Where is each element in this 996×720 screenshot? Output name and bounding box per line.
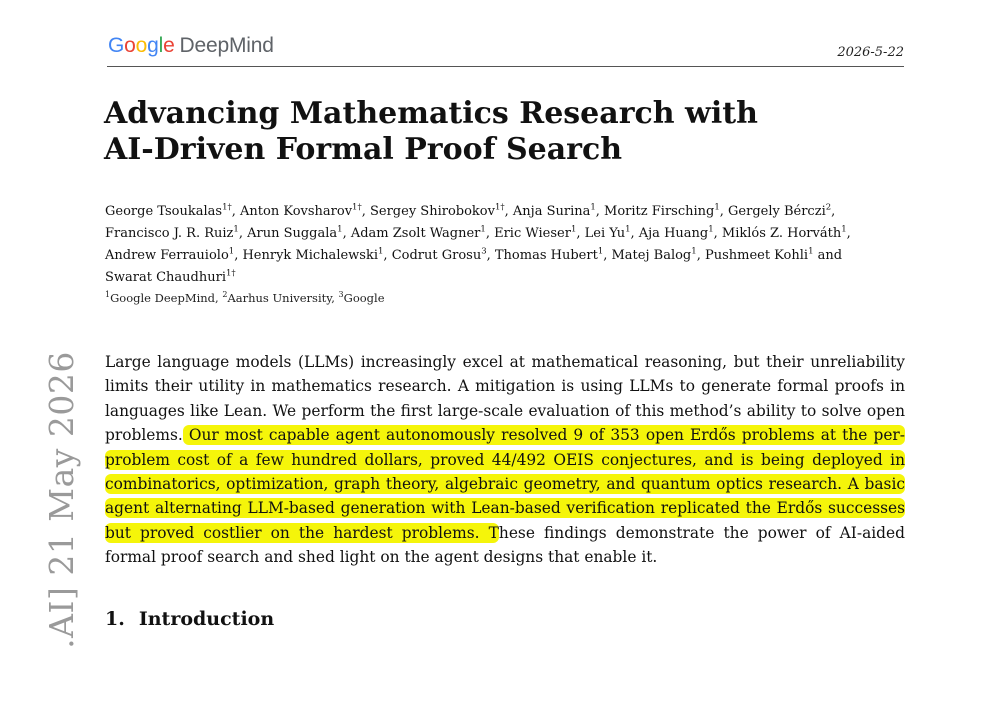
author-affiliation-marker: 1† [226,268,236,279]
author-name: Thomas Hubert [494,248,598,263]
author-name: Codrut Grosu [391,248,482,263]
author-name: Matej Balog [611,248,692,263]
author-affiliation-marker: 1 [841,224,847,235]
author-name: Andrew Ferrauiolo [105,248,229,263]
arxiv-watermark: .AI] 21 May 2026 [42,351,81,649]
section-heading-introduction [105,608,274,630]
google-deepmind-logo: Google DeepMind [108,34,274,57]
author-name: Francisco J. R. Ruiz [105,226,234,241]
author-affiliation-marker: 1 [714,202,720,213]
author-name: Arun Suggala [247,226,338,241]
author-affiliation-marker: 1 [570,224,577,235]
author-name: Anton Kovsharov [240,204,353,219]
author-affiliation-marker: 1 [708,224,714,235]
author-name: Gergely Bérczi [728,204,826,219]
section-number: 1. [105,608,125,630]
affiliation-list: $^1$Google DeepMind, $^2$Aarhus University, $^3$Google [105,290,385,305]
author-affiliation-marker: 1† [352,202,362,213]
author-affiliation-marker: 1 [228,246,235,257]
abstract [105,350,905,570]
affiliation-name: Aarhus University [227,291,332,305]
author-affiliation-marker: 1 [625,224,631,235]
author-affiliation-marker: 1† [494,202,505,213]
paper-title [104,96,894,168]
author-list: George Tsoukalas$^{1\dagger}$, Anton Kovsharov$^{1\dagger}$, Sergey Shirobokov$^{1\dagger}$, Anja Surina$^1$, Moritz Firsching$^1$, Gergely Bérczi$^2$, Francisco J. R. Ruiz$^1$, Arun Suggala$^1$, Adam Zsolt Wagner$^1$, Eric Wieser$^1$, Lei Yu$^1$, Aja Huang$^1$, Miklós Z. Horváth$^1$, Andrew Ferrauiolo$^1$, Henryk Michalewski$^1$, Codrut Grosu$^3$, Thomas Hubert$^1$, Matej Balog$^1$, Pushmeet Kohli$^1$ and Swarat Chaudhuri$^{1\dagger}$ [105,202,851,285]
author-affiliation-marker: 1 [378,246,384,257]
author-name: George Tsoukalas [105,204,223,219]
author-affiliation-marker: 1 [480,224,486,235]
author-affiliation-marker: 1 [597,246,604,257]
affiliation-marker: 1 [105,290,111,300]
header-rule [107,66,904,67]
title-line-1: Advancing Mathematics Research with [104,96,758,131]
affiliation-marker: 3 [338,290,344,300]
affiliation-name: Google [343,291,385,305]
author-affiliation-marker: 2 [825,202,832,213]
author-name: Henryk Michalewski [242,248,378,263]
author-name: Sergey Shirobokov [369,204,495,219]
author-name: Miklós Z. Horváth [721,226,842,241]
author-name: Swarat Chaudhuri [105,270,226,285]
author-name: Moritz Firsching [604,204,715,219]
author-name: Pushmeet Kohli [704,248,809,263]
abstract-intro: Large language models (LLMs) increasingly excel at mathematical reasoning, but their unreliability limits their utility in mathematics research. A mitigation is using LLMs to generate formal proofs in languages like Lean. We perform the first large-scale evaluation of this method’s ability to solve open problems. [105,353,905,445]
author-name: Anja Surina [512,204,591,219]
author-name: Aja Huang [638,226,709,241]
author-name: Adam Zsolt Wagner [350,226,481,241]
publication-date: 2026-5-22 [837,45,904,60]
author-affiliation-marker: 1 [808,246,814,257]
title-line-2: AI-Driven Formal Proof Search [104,132,623,167]
affiliation-marker: 2 [222,290,228,300]
author-affiliation-marker: 1† [222,202,232,213]
author-affiliation-marker: 1 [590,202,596,213]
author-affiliation-marker: 1 [337,224,343,235]
abstract-conclusion: hese findings demonstrate the power of AI-aided formal proof search and shed light on the agent designs that enable it. [105,523,905,567]
author-conjunction: and [817,248,843,263]
author-affiliation-marker: 1 [233,224,239,235]
author-name: Eric Wieser [494,226,571,241]
author-name: Lei Yu [584,226,626,241]
abstract-highlighted-text: Our most capable agent autonomously resolved 9 of 353 open Erdős problems at the per-problem cost of a few hundred dollars, proved 44/492 OEIS conjectures, and is being deployed in combinatorics, optimization, graph theory, algebraic geometry, and quantum optics research. A basic agent alternating LLM-based generation with Lean-based verification replicated the Erdős successes but proved costlier on the hardest problems. T [105,426,905,542]
author-affiliation-marker: 1 [691,246,697,257]
affiliation-name: Google DeepMind [110,291,216,305]
author-affiliation-marker: 3 [481,246,487,257]
section-title: Introduction [138,608,275,630]
